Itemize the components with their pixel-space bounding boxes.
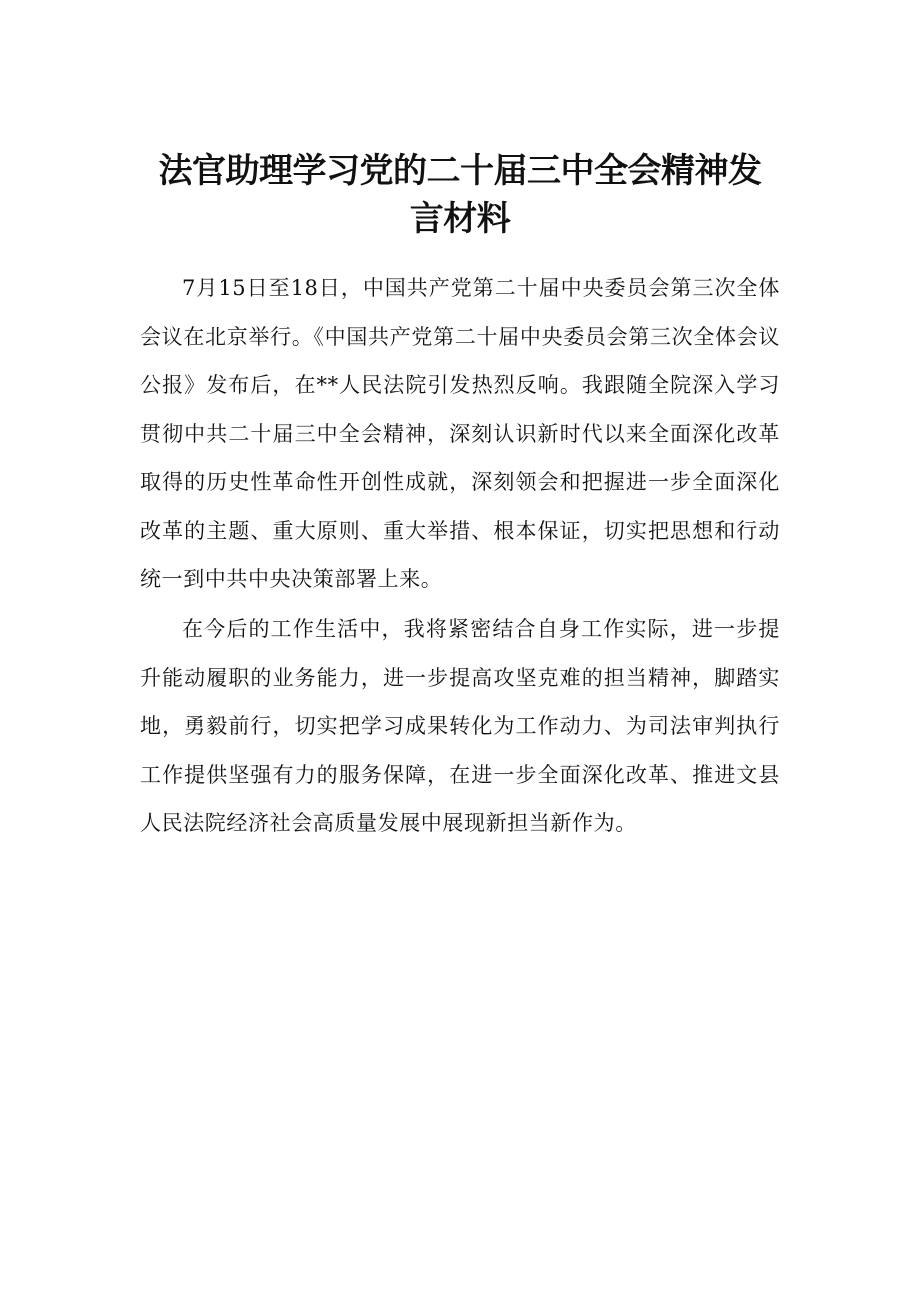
- document-title-line-2: 言材料: [409, 199, 511, 239]
- paragraph-2: 在今后的工作生活中，我将紧密结合自身工作实际，进一步提升能动履职的业务能力，进一步提高攻坚克难的担当精神，脚踏实地，勇毅前行，切实把学习成果转化为工作动力、为司法审判执行工作提供坚强有力的服务保障，在进一步全面深化改革、推进文县人民法院经济社会高质量发展中展现新担当新作为。: [140, 617, 780, 835]
- paragraph-1: 7月15日至18日，中国共产党第二十届中央委员会第三次全体会议在北京举行。《中国共产党第二十届中央委员会第三次全体会议公报》发布后，在**人民法院引发热烈反响。我跟随全院深入学习贯彻中共二十届三中全会精神，深刻认识新时代以来全面深化改革取得的历史性革命性开创性成就，深刻领会和把握进一步全面深化改革的主题、重大原则、重大举措、根本保证，切实把思想和行动统一到中共中央决策部署上来。: [140, 276, 780, 591]
- document-title-line-1: 法官助理学习党的二十届三中全会精神发: [158, 151, 762, 191]
